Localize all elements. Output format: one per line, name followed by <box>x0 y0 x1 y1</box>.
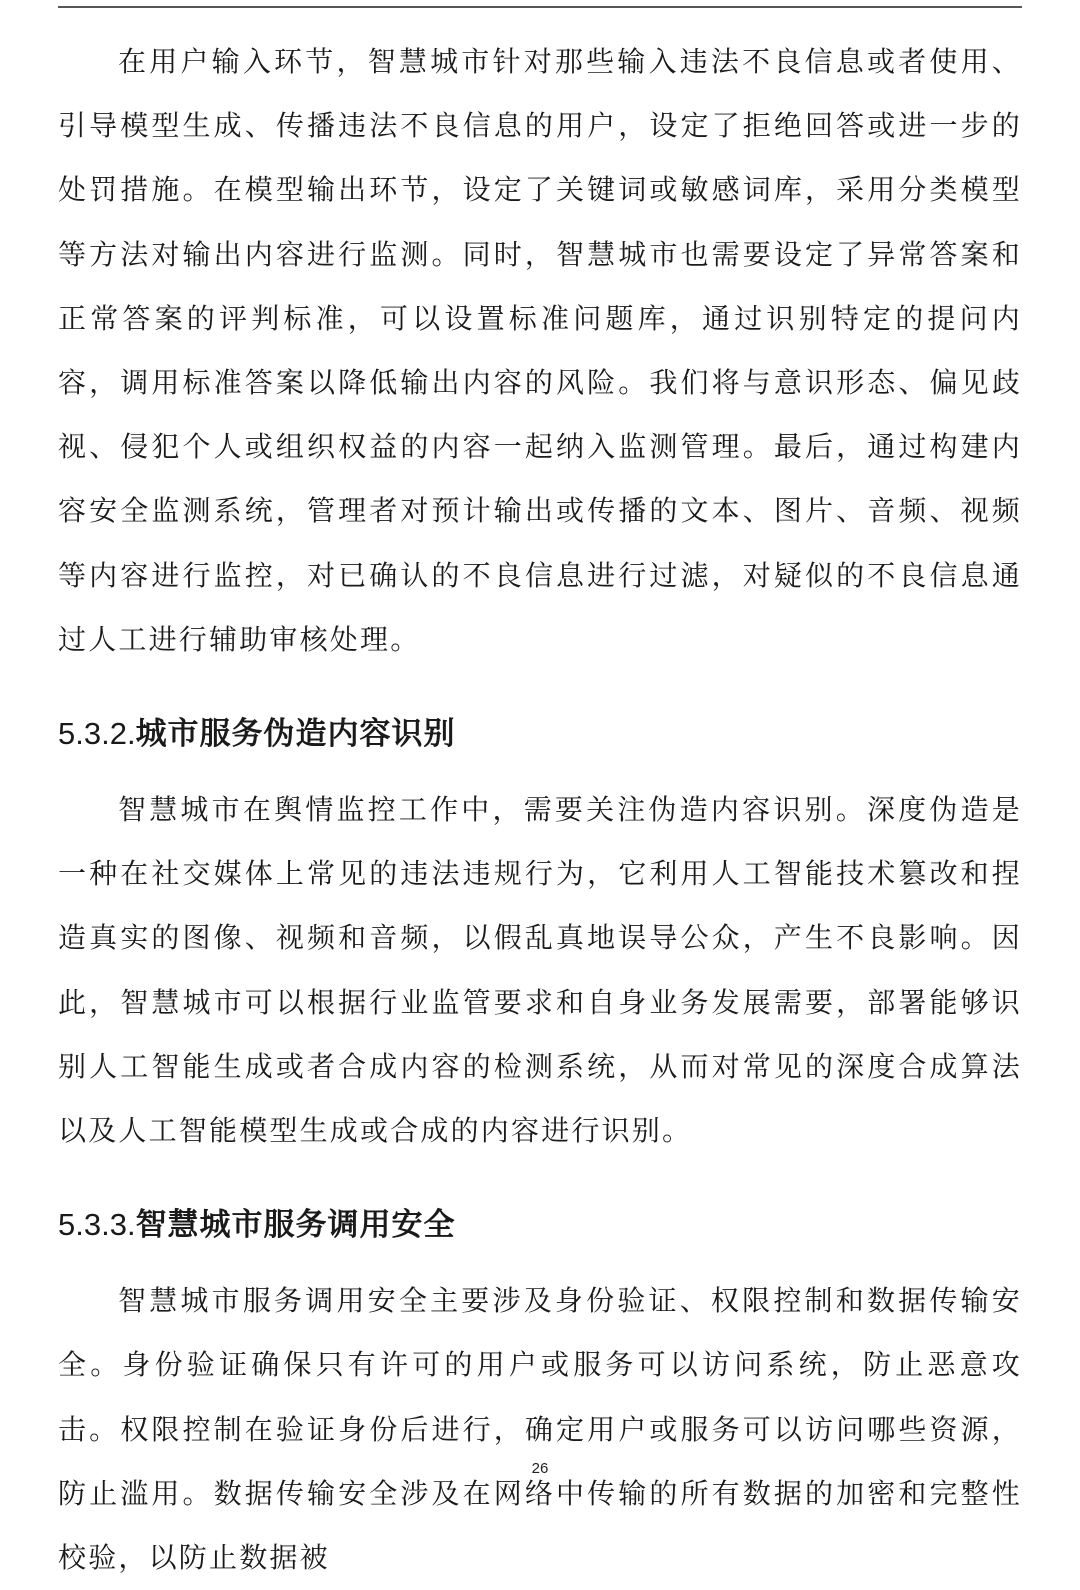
body-paragraph: 在用户输入环节，智慧城市针对那些输入违法不良信息或者使用、引导模型生成、传播违法不良信息的用户，设定了拒绝回答或进一步的处罚措施。在模型输出环节，设定了关键词或敏感词库，采用分类模型等方法对输出内容进行监测。同时，智慧城市也需要设定了异常答案和正常答案的评判标准，可以设置标准问题库，通过识别特定的提问内容，调用标准答案以降低输出内容的风险。我们将与意识形态、偏见歧视、侵犯个人或组织权益的内容一起纳入监测管理。最后，通过构建内容安全监测系统，管理者对预计输出或传播的文本、图片、音频、视频等内容进行监控，对已确认的不良信息进行过滤，对疑似的不良信息通过人工进行辅助审核处理。 <box>58 45 1022 656</box>
section-title: 智慧城市服务调用安全 <box>135 1207 456 1244</box>
section-number: 5.3.3. <box>58 1207 136 1243</box>
document-body <box>58 30 1022 1590</box>
body-paragraph: 智慧城市服务调用安全主要涉及身份验证、权限控制和数据传输安全。身份验证确保只有许可的用户或服务可以访问系统，防止恶意攻击。权限控制在验证身份后进行，确定用户或服务可以访问哪些资源，防止滥用。数据传输安全涉及在网络中传输的所有数据的加密和完整性校验，以防止数据被 <box>58 1284 1022 1575</box>
section-number: 5.3.2. <box>58 716 136 752</box>
body-paragraph: 智慧城市在舆情监控工作中，需要关注伪造内容识别。深度伪造是一种在社交媒体上常见的违法违规行为，它利用人工智能技术篡改和捏造真实的图像、视频和音频，以假乱真地误导公众，产生不良影响。因此，智慧城市可以根据行业监管要求和自身业务发展需要，部署能够识别人工智能生成或者合成内容的检测系统，从而对常见的深度合成算法以及人工智能模型生成或合成的内容进行识别。 <box>58 793 1022 1148</box>
header-rule <box>58 6 1022 8</box>
page-number: 26 <box>531 1460 549 1477</box>
section-heading <box>58 1199 1022 1251</box>
section-title: 城市服务伪造内容识别 <box>135 716 456 753</box>
section-heading <box>58 708 1022 760</box>
